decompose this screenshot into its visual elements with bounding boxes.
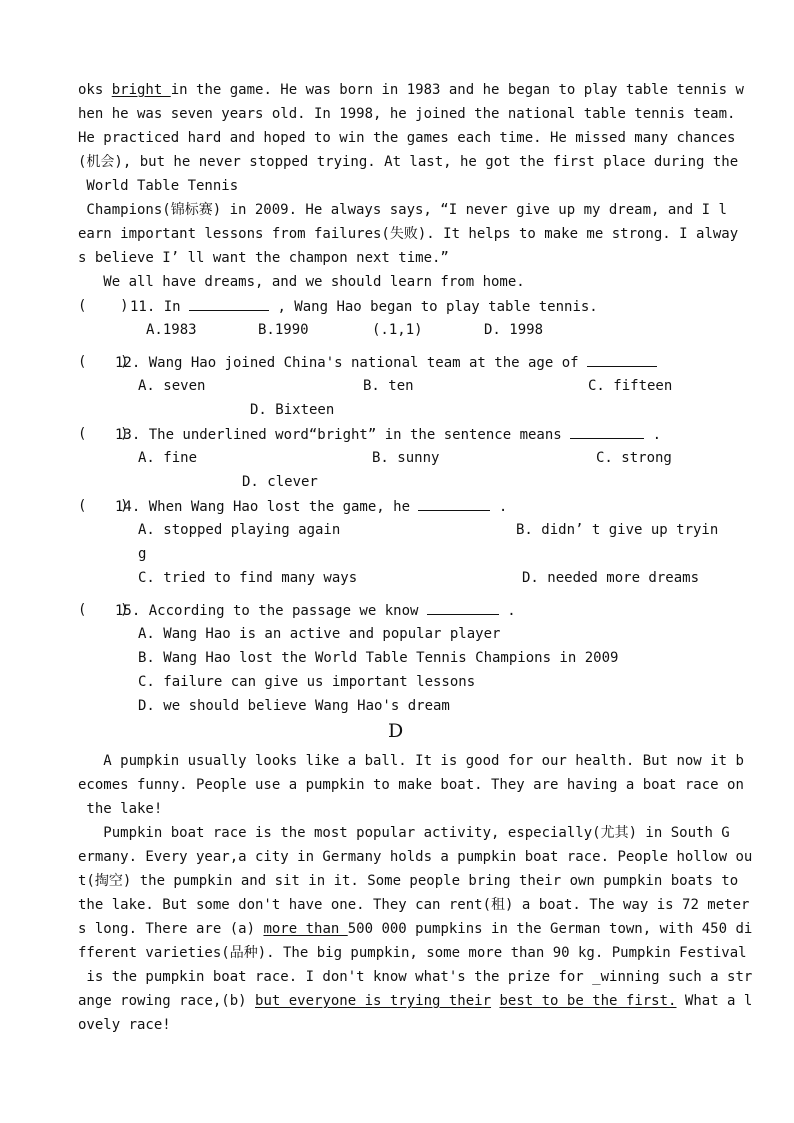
answer-bracket[interactable]: ( ) xyxy=(78,354,129,370)
passage-line: A pumpkin usually looks like a ball. It is good for our health. But now it b xyxy=(78,753,744,769)
passage-line: fferent varieties(品种). The big pumpkin, some more than 90 kg. Pumpkin Festival xyxy=(78,945,747,961)
passage-line xyxy=(78,992,752,1010)
underlined-phrase: more than xyxy=(263,921,348,937)
passage-line: ovely race! xyxy=(78,1017,171,1033)
option-d[interactable]: D. needed more dreams xyxy=(522,570,700,586)
text: . xyxy=(644,427,662,443)
option-b[interactable]: B. didn’ t give up tryin xyxy=(516,522,719,538)
text: 14. When Wang Hao lost the game, he xyxy=(115,499,419,515)
option-b[interactable]: B. ten xyxy=(363,378,414,394)
question-15-stem xyxy=(115,601,516,620)
question-14-stem xyxy=(115,497,507,516)
text: 11. In xyxy=(130,299,190,315)
option-a[interactable]: A. stopped playing again xyxy=(138,522,341,538)
option-a[interactable]: A.1983 xyxy=(146,322,197,338)
passage-line: the lake. But some don't have one. They can rent(租) a boat. The way is 72 meter xyxy=(78,897,750,913)
option-d[interactable]: D. clever xyxy=(242,474,318,490)
text: . xyxy=(490,499,508,515)
passage-line: s believe I’ ll want the champon next time.” xyxy=(78,250,449,266)
answer-blank[interactable] xyxy=(587,353,657,367)
option-d[interactable]: D. 1998 xyxy=(484,322,544,338)
option-b-wrap: g xyxy=(138,546,147,562)
passage-line: Pumpkin boat race is the most popular activity, especially(尤其) in South G xyxy=(78,825,730,841)
passage-line: We all have dreams, and we should learn from home. xyxy=(78,274,525,290)
option-b[interactable]: B. sunny xyxy=(372,450,440,466)
underlined-phrase: best to be the first. xyxy=(499,993,677,1009)
text: 13. The underlined word“bright” in the sentence means xyxy=(115,427,571,443)
option-c[interactable]: (.1,1) xyxy=(372,322,423,338)
question-12-stem xyxy=(115,353,657,372)
option-a[interactable]: A. Wang Hao is an active and popular player xyxy=(138,626,501,642)
underlined-phrase: but everyone is trying their xyxy=(255,993,492,1009)
option-c[interactable]: C. tried to find many ways xyxy=(138,570,358,586)
passage-line xyxy=(78,920,752,938)
answer-blank[interactable] xyxy=(189,297,269,311)
option-a[interactable]: A. fine xyxy=(138,450,198,466)
answer-blank[interactable] xyxy=(418,497,490,511)
passage-line: earn important lessons from failures(失败). It helps to make me strong. I alway xyxy=(78,226,739,242)
answer-bracket[interactable]: ( ) xyxy=(78,498,129,514)
answer-bracket[interactable]: ( ) xyxy=(78,298,129,314)
text: 12. Wang Hao joined China's national team at the age of xyxy=(115,355,588,371)
option-c[interactable]: C. fifteen xyxy=(588,378,673,394)
passage-line: hen he was seven years old. In 1998, he joined the national table tennis team. xyxy=(78,106,736,122)
passage-line: World Table Tennis xyxy=(78,178,239,194)
question-11-stem xyxy=(130,297,598,316)
question-13-stem xyxy=(115,425,661,444)
text: 500 000 pumpkins in the German town, with 450 di xyxy=(347,921,753,937)
option-b[interactable]: B. Wang Hao lost the World Table Tennis Champions in 2009 xyxy=(138,650,619,666)
option-c[interactable]: C. failure can give us important lessons xyxy=(138,674,476,690)
option-b[interactable]: B.1990 xyxy=(258,322,309,338)
section-title: D xyxy=(388,720,404,742)
text: What a l xyxy=(676,993,753,1009)
text: ange rowing race,(b) xyxy=(78,993,256,1009)
answer-bracket[interactable]: ( ) xyxy=(78,426,129,442)
option-c[interactable]: C. strong xyxy=(596,450,672,466)
passage-line: ecomes funny. People use a pumpkin to make boat. They are having a boat race on xyxy=(78,777,744,793)
underlined-word: bright xyxy=(111,82,171,98)
text: , Wang Hao began to play table tennis. xyxy=(269,299,598,315)
text: oks xyxy=(78,82,112,98)
passage-line: He practiced hard and hoped to win the games each time. He missed many chances xyxy=(78,130,736,146)
answer-blank[interactable] xyxy=(570,425,644,439)
passage-line: is the pumpkin boat race. I don't know what's the prize for _winning such a str xyxy=(78,969,753,985)
passage-line: the lake! xyxy=(78,801,163,817)
text: . xyxy=(498,603,516,619)
text: 15. According to the passage we know xyxy=(115,603,427,619)
option-d[interactable]: D. we should believe Wang Hao's dream xyxy=(138,698,450,714)
passage-line: t(掏空) the pumpkin and sit in it. Some people bring their own pumpkin boats to xyxy=(78,873,739,889)
passage-line: Champions(锦标赛) in 2009. He always says, “I never give up my dream, and I l xyxy=(78,202,727,218)
passage-line: (机会), but he never stopped trying. At last, he got the first place during the xyxy=(78,154,739,170)
text: in the game. He was born in 1983 and he began to play table tennis w xyxy=(170,82,744,98)
passage-line: ermany. Every year,a city in Germany holds a pumpkin boat race. People hollow ou xyxy=(78,849,753,865)
option-a[interactable]: A. seven xyxy=(138,378,206,394)
option-d[interactable]: D. Bixteen xyxy=(250,402,335,418)
passage-line xyxy=(78,81,744,99)
answer-bracket[interactable]: ( ) xyxy=(78,602,129,618)
text: s long. There are (a) xyxy=(78,921,264,937)
answer-blank[interactable] xyxy=(427,601,499,615)
